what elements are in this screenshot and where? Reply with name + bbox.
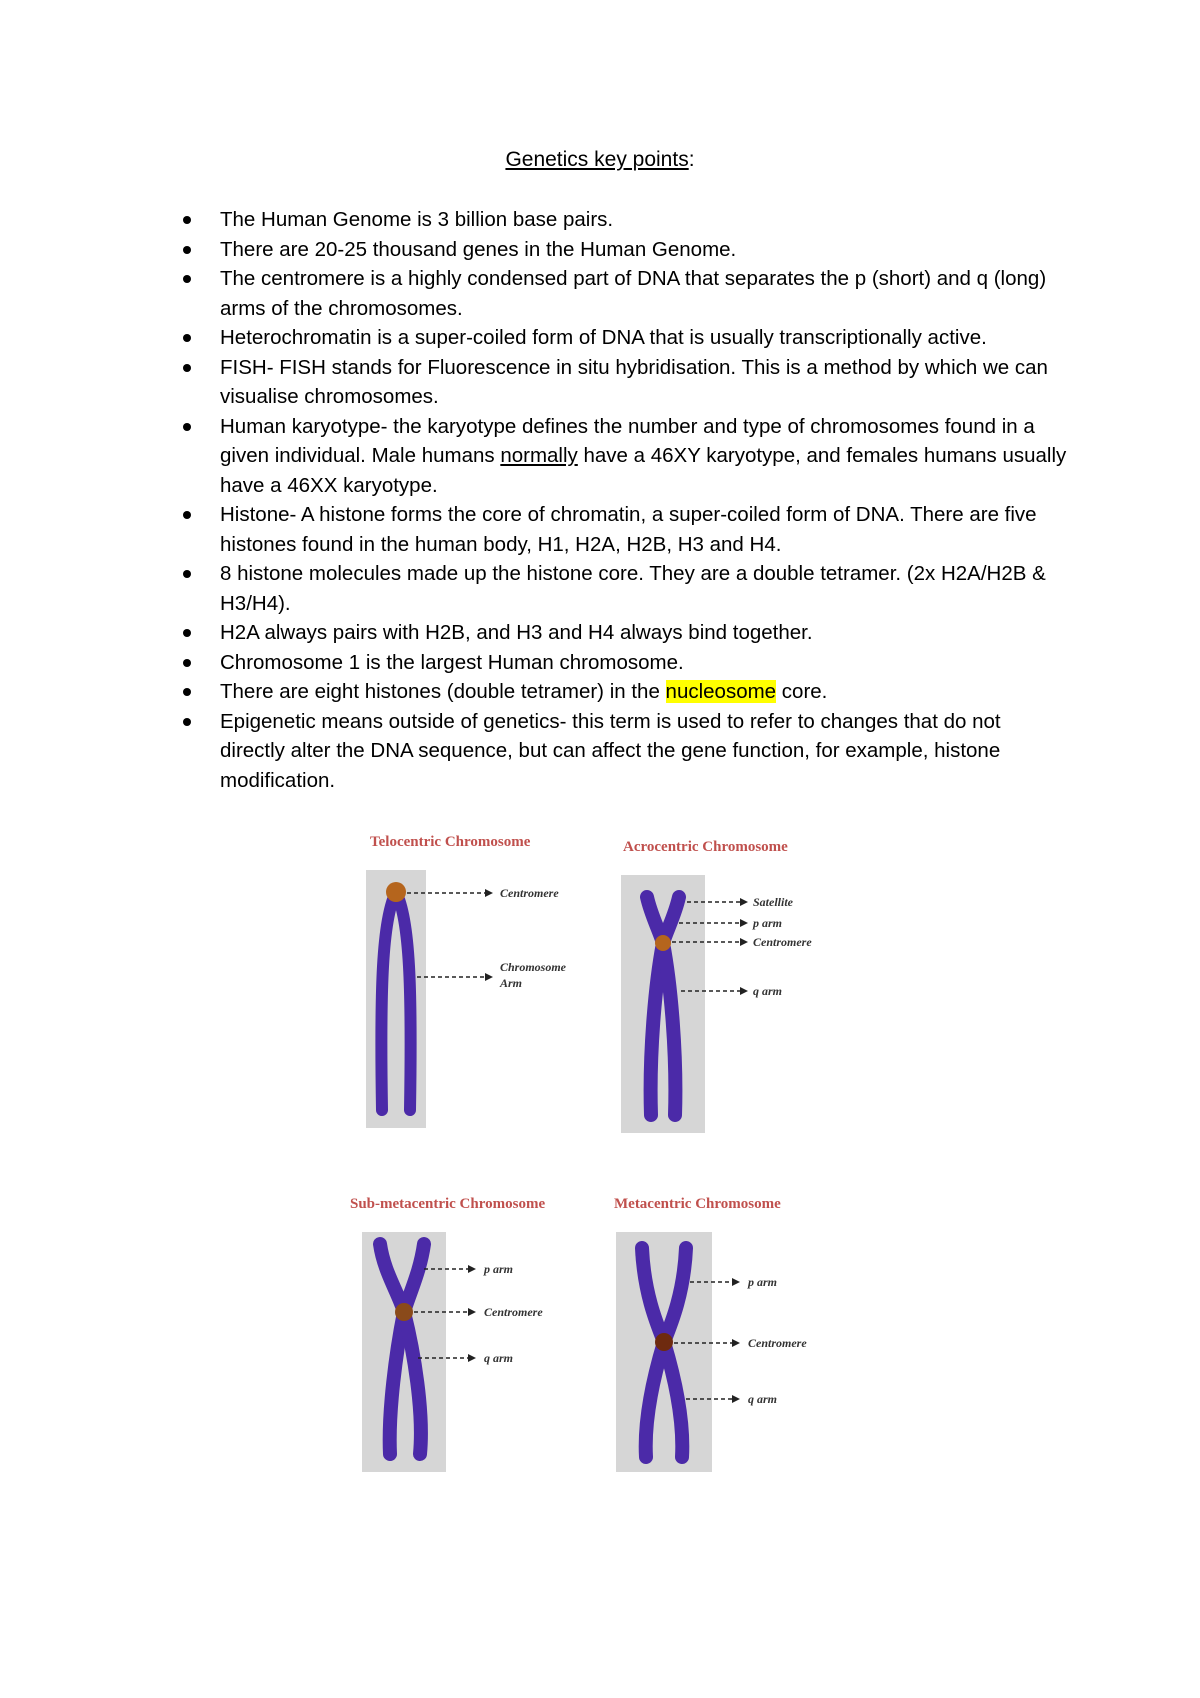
- key-point-item: [0, 677, 1200, 707]
- key-point-item: [0, 205, 1200, 235]
- telocentric-title: Telocentric Chromosome: [370, 834, 531, 850]
- acrocentric-q-arm-label: q arm: [753, 984, 783, 998]
- key-point-text: Heterochromatin is a super-coiled form of DNA that is usually transcriptionally active.: [220, 326, 987, 349]
- key-point-text: Human karyotype- the karyotype defines the number and type of chromosomes found in a given individual. Male humans: [220, 414, 1035, 467]
- key-point-text: The centromere is a highly condensed part of DNA that separates the p (short) and q (long) arms of the chromosomes.: [220, 267, 1047, 320]
- bullet-dot-icon: [183, 246, 191, 254]
- key-points-list: [0, 205, 1200, 795]
- submetacentric-diagram: [348, 1192, 608, 1487]
- bullet-dot-icon: [183, 334, 191, 342]
- key-point-item: [0, 500, 1200, 559]
- highlighted-term: nucleosome: [665, 680, 777, 703]
- key-point-text: have a 46XY karyotype, and females humans usually have a 46XX karyotype.: [220, 444, 1067, 497]
- submetacentric-q-arm-label: q arm: [484, 1351, 514, 1365]
- bullet-dot-icon: [183, 718, 191, 726]
- key-point-text: Chromosome 1 is the largest Human chromosome.: [220, 650, 684, 674]
- key-point-item: [0, 412, 1200, 501]
- metacentric-title: Metacentric Chromosome: [614, 1196, 781, 1212]
- key-point-item: [0, 323, 1200, 353]
- key-point-text: 8 histone molecules made up the histone core. They are a double tetramer. (2x H2A/H2B & H3/H4).: [220, 562, 1046, 615]
- submetacentric-p-arm-label: p arm: [484, 1262, 514, 1276]
- key-point-text: FISH- FISH stands for Fluorescence in situ hybridisation. This is a method by which we can visualise chromosomes.: [220, 355, 1048, 408]
- acrocentric-p-arm-label: p arm: [753, 916, 783, 930]
- bullet-dot-icon: [183, 511, 191, 519]
- submetacentric-centromere-label: Centromere: [484, 1305, 543, 1319]
- bullet-dot-icon: [183, 688, 191, 696]
- acrocentric-diagram: [615, 835, 855, 1140]
- key-point-item: [0, 618, 1200, 648]
- bullet-dot-icon: [183, 629, 191, 637]
- acrocentric-title: Acrocentric Chromosome: [623, 839, 788, 855]
- bullet-dot-icon: [183, 216, 191, 224]
- metacentric-centromere-label: Centromere: [748, 1336, 807, 1350]
- bullet-dot-icon: [183, 659, 191, 667]
- page-title-text: Genetics key points: [505, 148, 689, 171]
- submetacentric-centromere: [395, 1303, 413, 1321]
- key-point-item: [0, 264, 1200, 323]
- telocentric-centromere-pointer: [407, 886, 559, 900]
- telocentric-arm-pointer: [417, 960, 567, 990]
- bullet-dot-icon: [183, 423, 191, 431]
- metacentric-p-arm-label: p arm: [748, 1275, 778, 1289]
- key-point-text: The Human Genome is 3 billion base pairs.: [220, 208, 614, 231]
- bullet-dot-icon: [183, 570, 191, 578]
- page-title: [0, 146, 1200, 174]
- key-point-item: [0, 353, 1200, 412]
- key-point-text: There are 20-25 thousand genes in the Human Genome.: [220, 237, 737, 261]
- bullet-dot-icon: [183, 364, 191, 372]
- submetacentric-title: Sub-metacentric Chromosome: [350, 1196, 546, 1212]
- key-point-item: [0, 559, 1200, 618]
- key-point-text: Epigenetic means outside of genetics- this term is used to refer to changes that do not directly alter the DNA sequence, but can affect the gene function, for example, histone modification.: [220, 709, 1001, 792]
- metacentric-diagram: [612, 1192, 872, 1487]
- underlined-term: normally: [500, 444, 578, 467]
- bullet-dot-icon: [183, 275, 191, 283]
- metacentric-centromere: [655, 1333, 673, 1351]
- acrocentric-centromere-label: Centromere: [753, 935, 812, 949]
- key-point-text: core.: [776, 680, 828, 703]
- telocentric-arm-label-1: Chromosome: [500, 960, 567, 974]
- telocentric-arm-label-2: Arm: [500, 976, 523, 990]
- telocentric-centromere: [386, 882, 406, 902]
- key-point-text: H2A always pairs with H2B, and H3 and H4 always bind together.: [220, 621, 813, 644]
- acrocentric-centromere: [655, 935, 671, 951]
- key-point-text: Histone- A histone forms the core of chromatin, a super-coiled form of DNA. There are five histones found in the human body, H1, H2A, H2B, H3 and H4.: [220, 503, 1037, 556]
- metacentric-q-arm-label: q arm: [748, 1392, 778, 1406]
- key-point-item: [0, 235, 1200, 265]
- key-point-item: [0, 648, 1200, 678]
- key-point-item: [0, 707, 1200, 796]
- telocentric-diagram: [360, 830, 600, 1135]
- page-title-colon: :: [688, 148, 695, 171]
- telocentric-centromere-label: Centromere: [500, 886, 559, 900]
- key-point-text: There are eight histones (double tetramer) in the: [220, 680, 666, 703]
- acrocentric-photo: [621, 875, 705, 1133]
- acrocentric-satellite-label: Satellite: [753, 895, 793, 909]
